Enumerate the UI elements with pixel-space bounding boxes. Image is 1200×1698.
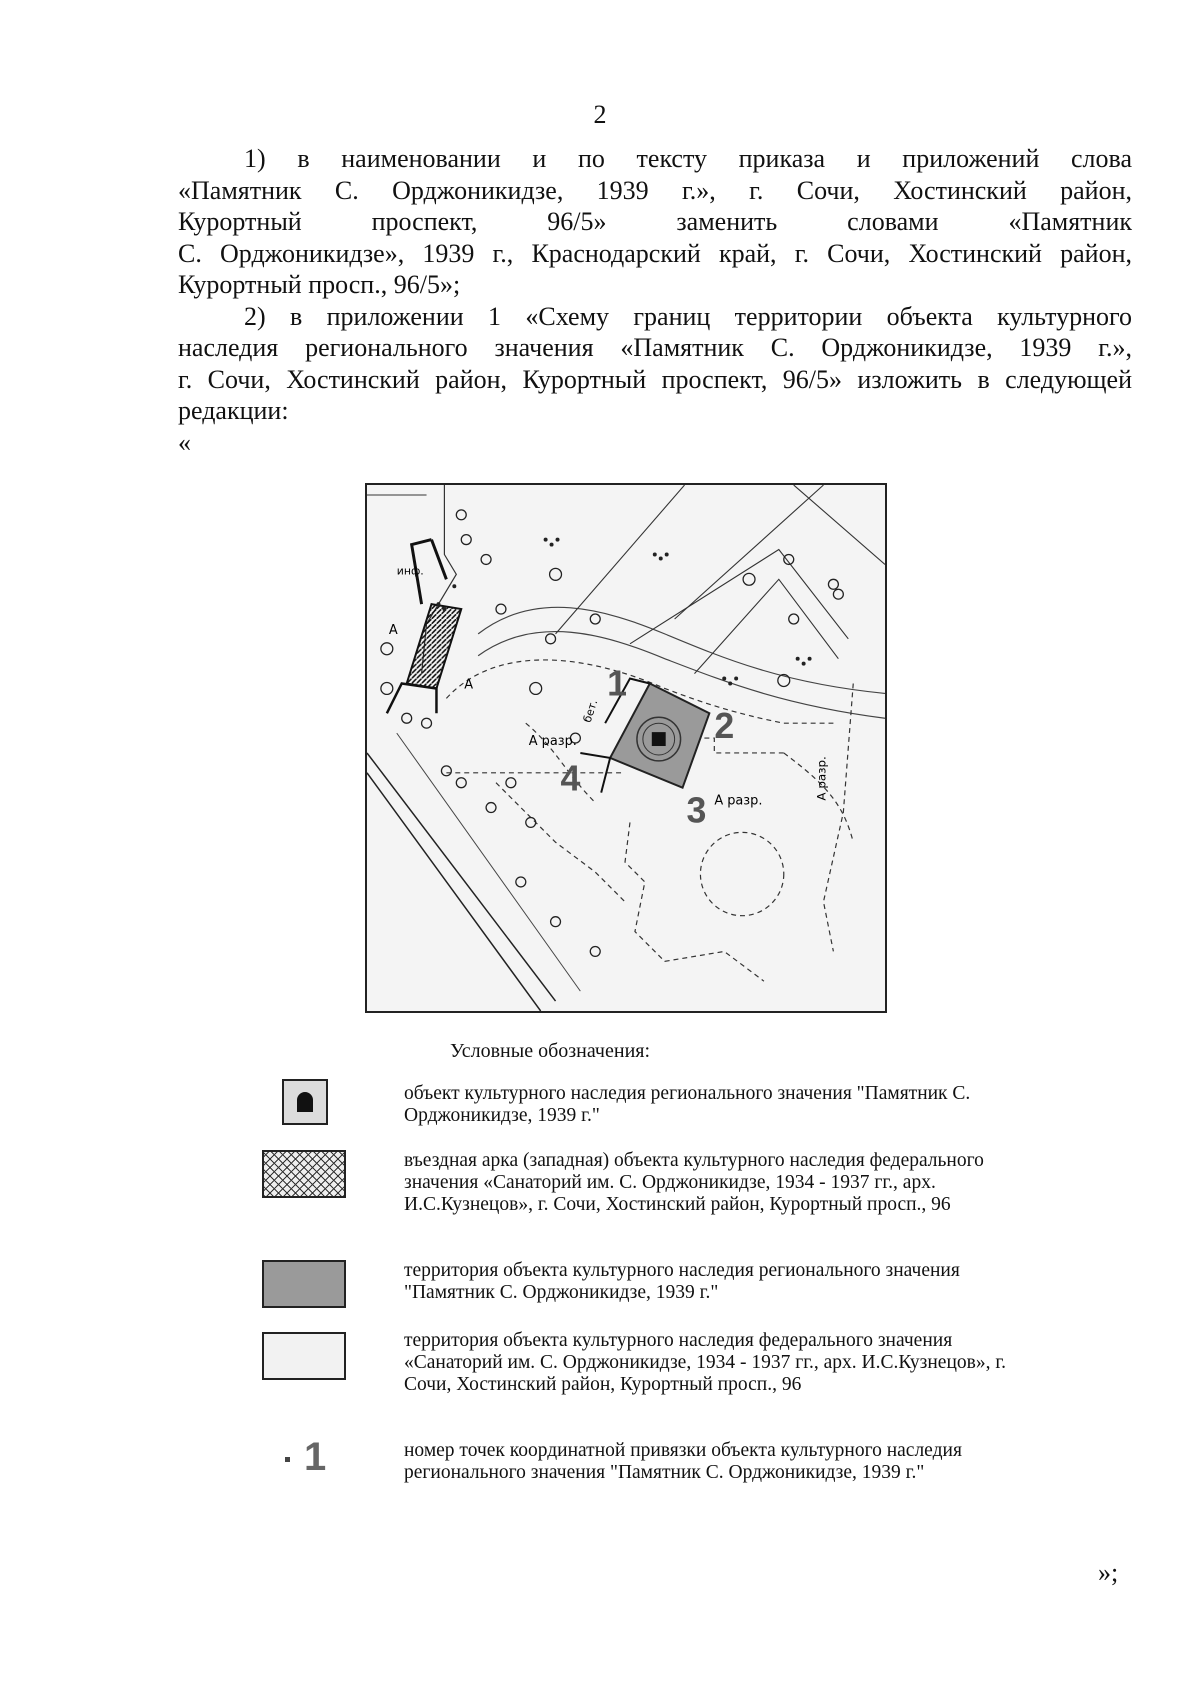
body-text xyxy=(178,143,1132,458)
paragraph-1-line: С. Орджоникидзе», 1939 г., Краснодарский край, г. Сочи, Хостинский район, xyxy=(178,238,1132,268)
map-label-a-razr: А разр. xyxy=(714,793,763,809)
paragraph-2-line: редакции: xyxy=(178,396,289,425)
map-label-a: А xyxy=(464,677,474,693)
paragraph-2-line: 2) в приложении 1 «Схему границ территории объекта культурного xyxy=(244,301,1132,331)
territory-map xyxy=(365,483,887,1013)
paragraph-1-line: Курортный просп., 96/5»; xyxy=(178,270,461,299)
legend-text-regional-territory: территория объекта культурного наследия регионального значения "Памятник С. Орджоникидзе, 1939 г." xyxy=(404,1260,960,1303)
map-label-a-razr-vertical: А разр. xyxy=(814,756,829,801)
map-label-bet: бет. xyxy=(580,697,601,725)
legend-symbol-regional-territory xyxy=(262,1260,346,1308)
coordinate-point-3: 3 xyxy=(686,790,707,831)
monument-object xyxy=(652,732,666,746)
legend-symbol-monument xyxy=(282,1079,328,1125)
paragraph-1-line: Курортный проспект, 96/5» заменить словами «Памятник xyxy=(178,207,1132,236)
legend-text-federal-territory: территория объекта культурного наследия федерального значения «Санаторий им. С. Орджоникидзе, 1934 - 1937 гг., арх. И.С.Кузнецов», г. Сочи, Хостинский район, Курортный просп., 96 xyxy=(404,1330,1007,1395)
coordinate-point-4: 4 xyxy=(560,758,581,799)
closing-quote: »; xyxy=(1098,1558,1119,1587)
open-quote: « xyxy=(178,427,191,457)
map-label-info: инф. xyxy=(396,564,424,578)
legend-dot xyxy=(285,1457,290,1462)
legend-point-label: 1 xyxy=(304,1435,327,1479)
legend-symbol-arch xyxy=(262,1150,346,1198)
legend-text-point-number: номер точек координатной привязки объекта культурного наследия регионального значения "Памятник С. Орджоникидзе, 1939 г." xyxy=(404,1440,962,1483)
map-label-a-razr: А разр. xyxy=(528,734,577,750)
legend-text-arch: въездная арка (западная) объекта культурного наследия федерального значения «Санаторий им. С. Орджоникидзе, 1934 - 1937 гг., арх. И.С.Кузнецов», г. Сочи, Хостинский район, Курортный просп., 96 xyxy=(404,1150,984,1215)
paragraph-2-line: наследия регионального значения «Памятник С. Орджоникидзе, 1939 г.», xyxy=(178,333,1132,362)
coordinate-point-1: 1 xyxy=(607,663,628,704)
legend-symbol-point-number xyxy=(285,1437,326,1477)
monument-icon xyxy=(297,1092,313,1112)
page-number: 2 xyxy=(593,100,607,129)
legend-text-monument: объект культурного наследия регионального значения "Памятник С. Орджоникидзе, 1939 г." xyxy=(404,1083,971,1126)
legend-symbol-federal-territory xyxy=(262,1332,346,1380)
paragraph-1-line: «Памятник С. Орджоникидзе, 1939 г.», г. Сочи, Хостинский район, xyxy=(178,175,1132,205)
coordinate-point-2: 2 xyxy=(714,706,735,747)
legend-title: Условные обозначения: xyxy=(450,1040,651,1062)
paragraph-2-line: г. Сочи, Хостинский район, Курортный проспект, 96/5» изложить в следующей xyxy=(178,364,1132,394)
map-label-a: А xyxy=(388,622,398,638)
paragraph-1-line: 1) в наименовании и по тексту приказа и приложений слова xyxy=(244,144,1132,173)
